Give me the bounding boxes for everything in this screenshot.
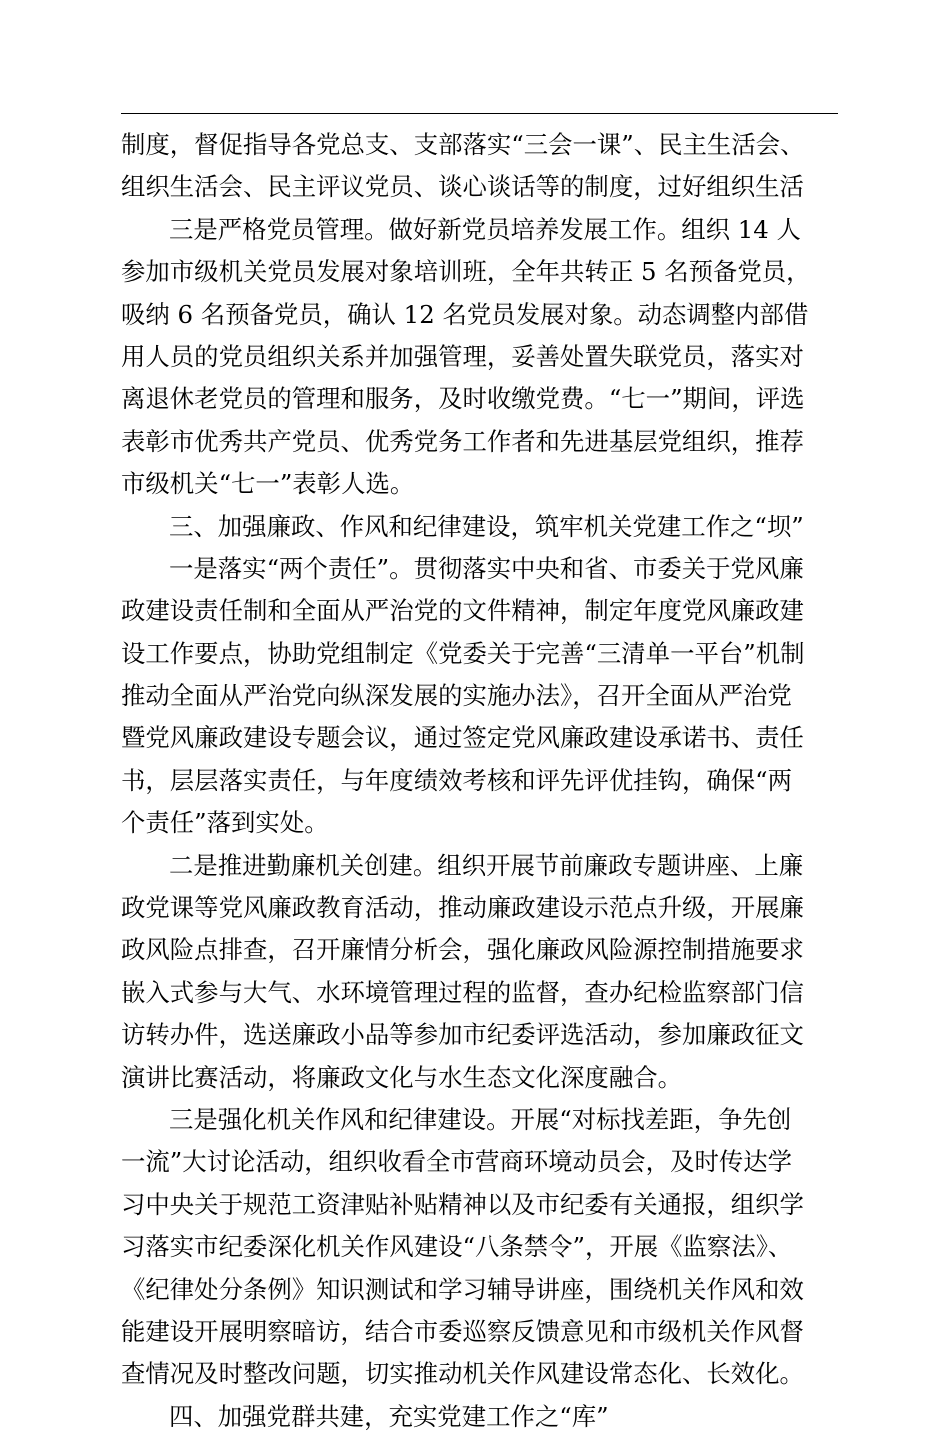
text-line: 四、加强党群共建，充实党建工作之“库” [169, 1401, 609, 1431]
text-line: 参加市级机关党员发展对象培训班，全年共转正 5 名预备党员， [121, 257, 811, 287]
text-line: 访转办件，选送廉政小品等参加市纪委评选活动，参加廉政征文 [121, 1020, 804, 1050]
text-line: 推动全面从严治党向纵深发展的实施办法》，召开全面从严治党 [121, 681, 792, 711]
text-line: 三是强化机关作风和纪律建设。开展“对标找差距，争先创 [169, 1104, 792, 1134]
text-line: 吸纳 6 名预备党员，确认 12 名党员发展对象。动态调整内部借 [121, 299, 809, 329]
text-line: 演讲比赛活动，将廉政文化与水生态文化深度融合。 [121, 1062, 682, 1092]
text-line: 能建设开展明察暗访，结合市委巡察反馈意见和市级机关作风督 [121, 1316, 804, 1346]
text-line: 《纪律处分条例》知识测试和学习辅导讲座，围绕机关作风和效 [121, 1274, 804, 1304]
text-line: 政党课等党风廉政教育活动，推动廉政建设示范点升级，开展廉 [121, 893, 804, 923]
text-line: 组织生活会、民主评议党员、谈心谈话等的制度，过好组织生活 [121, 172, 804, 202]
text-line: 表彰市优秀共产党员、优秀党务工作者和先进基层党组织，推荐 [121, 426, 804, 456]
text-line: 三是严格党员管理。做好新党员培养发展工作。组织 14 人 [169, 214, 801, 244]
text-line: 习落实市纪委深化机关作风建设“八条禁令”，开展《监察法》、 [121, 1232, 793, 1262]
text-line: 离退休老党员的管理和服务，及时收缴党费。“七一”期间，评选 [121, 384, 805, 414]
text-line: 查情况及时整改问题，切实推动机关作风建设常态化、长效化。 [121, 1359, 804, 1389]
text-line: 嵌入式参与大气、水环境管理过程的监督，查办纪检监察部门信 [121, 977, 804, 1007]
text-line: 书，层层落实责任，与年度绩效考核和评先评优挂钩，确保“两 [121, 765, 793, 795]
text-line: 习中央关于规范工资津贴补贴精神以及市纪委有关通报，组织学 [121, 1189, 804, 1219]
text-line: 用人员的党员组织关系并加强管理，妥善处置失联党员，落实对 [121, 341, 804, 371]
text-line: 制度，督促指导各党总支、支部落实“三会一课”、民主生活会、 [121, 130, 805, 159]
text-line: 政建设责任制和全面从严治党的文件精神，制定年度党风廉政建 [121, 596, 804, 626]
text-line: 个责任”落到实处。 [121, 808, 329, 838]
text-line: 政风险点排查，召开廉情分析会，强化廉政风险源控制措施要求 [121, 935, 804, 965]
body-text [121, 124, 838, 1438]
text-line: 一是落实“两个责任”。贯彻落实中央和省、市委关于党风廉 [169, 553, 804, 583]
header-rule [121, 113, 838, 114]
text-line: 市级机关“七一”表彰人选。 [121, 469, 415, 499]
text-line: 一流”大讨论活动，组织收看全市营商环境动员会，及时传达学 [121, 1147, 793, 1177]
text-line: 设工作要点，协助党组制定《党委关于完善“三清单一平台”机制 [121, 638, 805, 668]
text-line: 三、加强廉政、作风和纪律建设，筑牢机关党建工作之“坝” [169, 511, 804, 541]
text-line: 暨党风廉政建设专题会议，通过签定党风廉政建设承诺书、责任 [121, 723, 804, 753]
text-line: 二是推进勤廉机关创建。组织开展节前廉政专题讲座、上廉 [169, 850, 804, 880]
